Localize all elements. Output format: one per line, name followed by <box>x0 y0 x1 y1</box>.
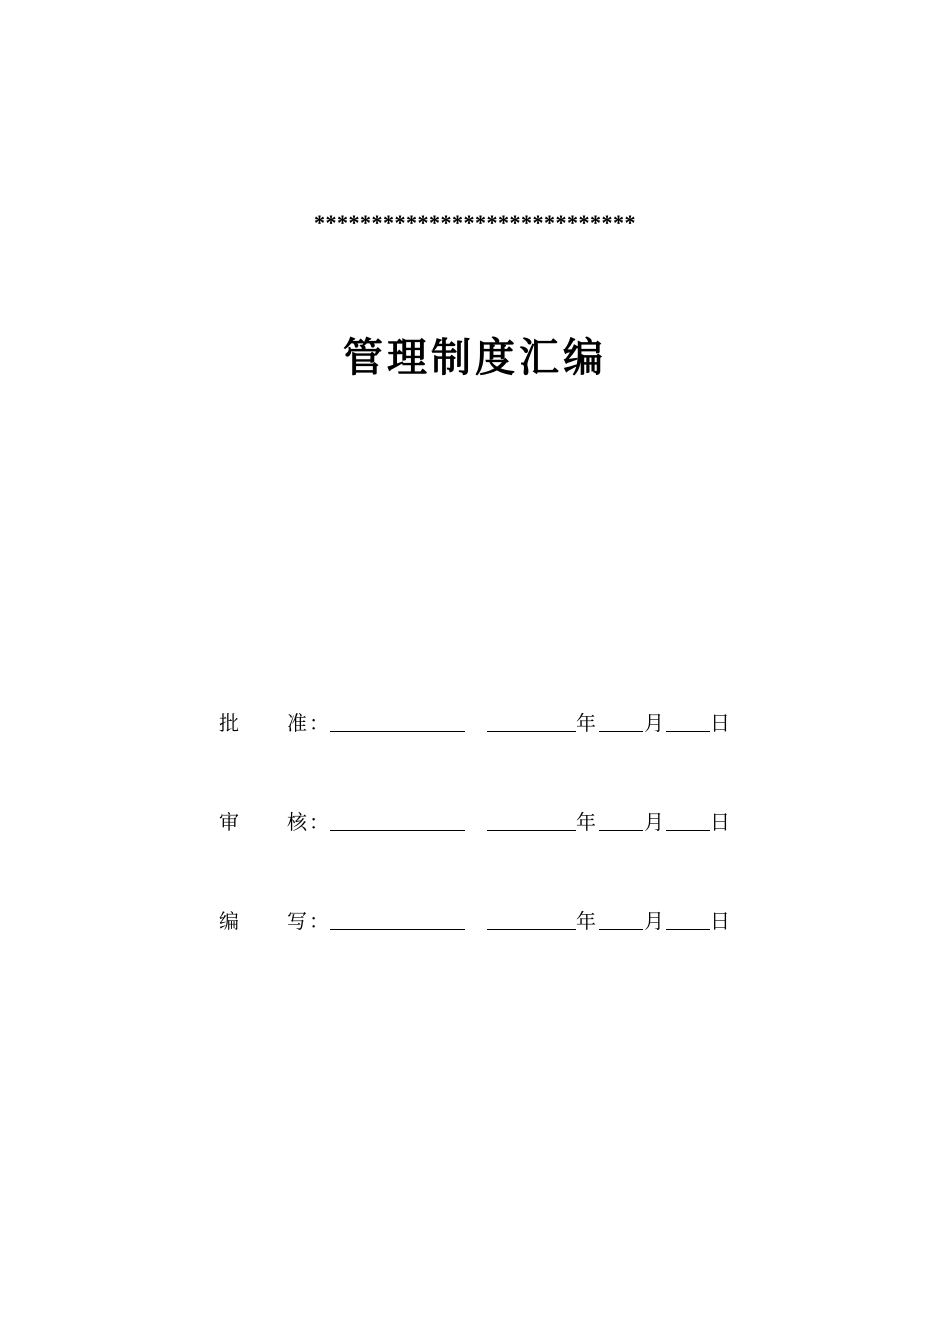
author-year-blank[interactable] <box>487 929 576 930</box>
review-label-char2: 核 <box>287 810 307 834</box>
approval-label-colon: ： <box>309 711 329 735</box>
author-day-label: 日 <box>710 909 730 933</box>
author-label-colon: ： <box>309 909 329 933</box>
approval-month-label: 月 <box>644 711 664 735</box>
review-year-label: 年 <box>576 810 596 834</box>
approval-label-char1: 批 <box>219 711 239 735</box>
review-day-label: 日 <box>710 810 730 834</box>
review-day-blank[interactable] <box>666 830 710 831</box>
review-month-label: 月 <box>644 810 664 834</box>
author-year-label: 年 <box>576 909 596 933</box>
author-day-blank[interactable] <box>666 929 710 930</box>
author-signature-line[interactable] <box>330 929 465 930</box>
author-month-label: 月 <box>644 909 664 933</box>
approval-day-blank[interactable] <box>666 731 710 732</box>
review-label-colon: ： <box>309 810 329 834</box>
review-label-char1: 审 <box>219 810 239 834</box>
approval-year-label: 年 <box>576 711 596 735</box>
author-month-blank[interactable] <box>599 929 643 930</box>
approval-month-blank[interactable] <box>599 731 643 732</box>
approval-day-label: 日 <box>710 711 730 735</box>
review-month-blank[interactable] <box>599 830 643 831</box>
approval-signature-line[interactable] <box>330 731 465 732</box>
approval-label-char2: 准 <box>287 711 307 735</box>
document-title: 管理制度汇编 <box>343 335 607 381</box>
author-label-char1: 编 <box>219 909 239 933</box>
author-label-char2: 写 <box>287 909 307 933</box>
review-year-blank[interactable] <box>487 830 576 831</box>
company-name-mask: **************************** <box>314 210 636 235</box>
review-signature-line[interactable] <box>330 830 465 831</box>
approval-year-blank[interactable] <box>487 731 576 732</box>
